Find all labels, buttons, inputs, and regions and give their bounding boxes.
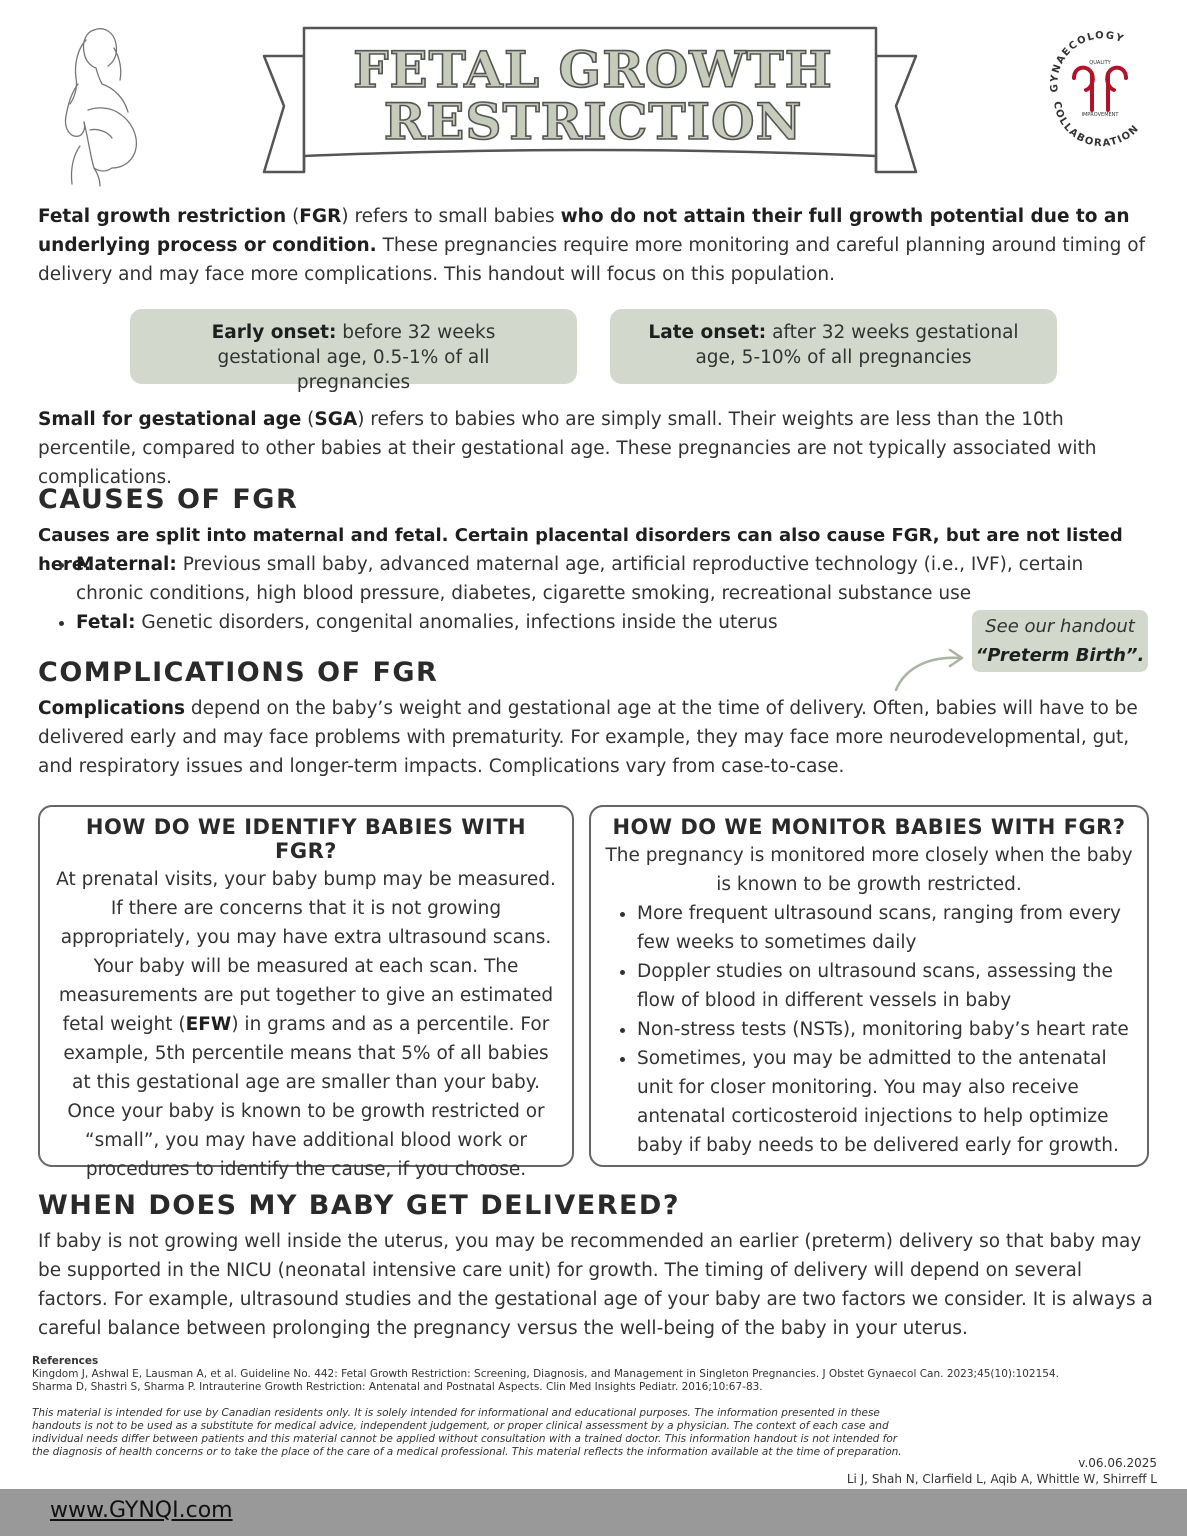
list-item [76, 550, 1126, 608]
sga-text-1: ( [301, 409, 315, 430]
list-item: • Doppler studies on ultrasound scans, assessing the flow of blood in different vessels in baby [637, 957, 1135, 1015]
delivery-paragraph: If baby is not growing well inside the uterus, you may be recommended an earlier (preterm) delivery so that baby may be supported in the NICU (neonatal intensive care unit) for growth. The timing of delivery will depend on several factors. For example, ultrasound studies and the gestational age of your baby are two factors we consider. It is always a careful balance between prolonging the pregnancy versus the well-being of the baby in your uterus. [38, 1231, 1153, 1339]
sga-paragraph [38, 405, 1153, 492]
references-title: References [32, 1355, 99, 1367]
identify-box [38, 805, 574, 1180]
preterm-birth-callout [972, 610, 1148, 672]
early-onset-box [130, 309, 577, 393]
gynqi-logo [1040, 18, 1160, 158]
intro-text-1: ( [286, 206, 300, 227]
identify-title: HOW DO WE IDENTIFY BABIES WITH FGR? [85, 815, 527, 863]
identify-text-1: At prenatal visits, your baby bump may be measured. If there are concerns that it is not growing appropriately, you may have extra ultrasound scans. Your baby will be measured at each scan. The measurements are put together to give an estimated fetal weight ( [56, 869, 556, 1035]
list-item: • Sometimes, you may be admitted to the antenatal unit for closer monitoring. You may also receive antenatal corticosteroid injections to help optimize baby if baby needs to be delivered early for growth. [637, 1044, 1135, 1160]
maternal-text: Previous small baby, advanced maternal age, artificial reproductive technology (i.e., IVF), certain chronic conditions, high blood pressure, diabetes, cigarette smoking, recreational substance use [76, 554, 1084, 604]
late-onset-text: after 32 weeks gestational age, 5-10% of all pregnancies [695, 322, 1019, 368]
references [32, 1355, 1132, 1394]
svg-text:COLLABORATION [1051, 101, 1142, 150]
identify-paragraph [52, 865, 560, 1184]
gynqi-logo-mark [1040, 18, 1160, 158]
early-onset-label: Early onset: [211, 322, 337, 343]
late-onset-label: Late onset: [648, 322, 767, 343]
svg-text:GYNAECOLOGY [1049, 30, 1126, 93]
callout-line-1: See our handout [985, 616, 1135, 637]
curved-arrow-icon [890, 644, 970, 694]
title-line-1: FETAL GROWTH [353, 40, 833, 99]
list-item [76, 608, 1126, 637]
page-title [300, 40, 886, 151]
callout-line-2: “Preterm Birth”. [975, 645, 1145, 666]
sga-bold-1: Small for gestational age [38, 409, 302, 430]
intro-paragraph [38, 202, 1153, 289]
footer-bar [0, 1489, 1187, 1536]
maternal-label: Maternal: [76, 554, 177, 575]
fetal-label: Fetal: [76, 612, 136, 633]
disclaimer: This material is intended for use by Canadian residents only. It is solely intended for informational and educational purposes. The information presented in these handouts is not to be used as a substitute for medical advice, independent judgement, or proper clinical assessment by a physician. The context of each case and individual needs differ between patients and this material cannot be applied without consultation with a trained doctor. This information handout is not intended for the diagnosis of health concerns or to take the place of the care of a medical professional. This material reflects the information available at the time of preparation. [32, 1407, 902, 1458]
intro-text-3: These pregnancies require more monitoring and careful planning around timing of delivery and may face more complications. This handout will focus on this population. [38, 235, 1146, 285]
causes-list [40, 550, 1126, 637]
reference-1: Kingdom J, Ashwal E, Lausman A, et al. Guideline No. 442: Fetal Growth Restriction: Screening, Diagnosis, and Management in Singleton Pregnancies. J Obstet Gynaecol Can. 2023;45(10):102154. [32, 1368, 1059, 1380]
logo-text-improvement: IMPROVEMENT [1081, 112, 1119, 118]
logo-text-quality: QUALITY [1089, 60, 1111, 66]
list-item: • More frequent ultrasound scans, ranging from every few weeks to sometimes daily [637, 899, 1135, 957]
sga-bold-2: SGA [314, 409, 358, 430]
intro-bold-1: Fetal growth restriction [38, 206, 287, 227]
fetal-text: Genetic disorders, congenital anomalies, infections inside the uterus [135, 612, 778, 633]
monitor-list [603, 899, 1135, 1160]
reference-2: Sharma D, Shastri S, Sharma P. Intrauterine Growth Restriction: Antenatal and Postnatal Aspects. Clin Med Insights Pediatr. 2016;10:67-83. [32, 1381, 763, 1393]
version: v.06.06.2025 [1078, 1456, 1157, 1470]
sga-text-2: ) refers to babies who are simply small. Their weights are less than the 10th percentile, compared to other babies at their gestational age. These pregnancies are not typically associated with complications. [38, 409, 1097, 488]
causes-heading: CAUSES OF FGR [38, 484, 299, 515]
intro-text-2: ) refers to small babies [341, 206, 561, 227]
complications-heading: COMPLICATIONS OF FGR [38, 657, 439, 688]
complications-text: depend on the baby’s weight and gestational age at the time of delivery. Often, babies will have to be delivered early and may face problems with prematurity. For example, they may face more neurodevelopmental, gut, and respiratory issues and longer-term impacts. Complications vary from case-to-case. [38, 698, 1138, 777]
logo-text-top: GYNAECOLOGY [1049, 30, 1126, 93]
monitor-intro: The pregnancy is monitored more closely when the baby is known to be growth restricted. [605, 845, 1133, 895]
intro-bold-2: FGR [299, 206, 342, 227]
logo-text-bottom: COLLABORATION [1050, 100, 1142, 150]
intro-bold-3: who do not attain their full growth potential due to an underlying process or condition. [38, 206, 1130, 256]
late-onset-box [610, 309, 1057, 384]
causes-intro: Causes are split into maternal and fetal. Certain placental disorders can also cause FGR, but are not listed here. [38, 525, 1123, 575]
early-onset-text: before 32 weeks gestational age, 0.5-1% of all pregnancies [217, 322, 496, 393]
monitor-box [589, 805, 1149, 1167]
pregnant-woman-illustration [28, 18, 158, 188]
complications-paragraph [38, 694, 1153, 781]
version-authors [847, 1455, 1157, 1487]
title-line-2: RESTRICTION [383, 92, 803, 151]
list-item: • Non-stress tests (NSTs), monitoring baby’s heart rate [637, 1015, 1135, 1044]
delivery-heading: WHEN DOES MY BABY GET DELIVERED? [38, 1190, 680, 1221]
authors: Li J, Shah N, Clarfield L, Aqib A, Whittle W, Shirreff L [846, 1472, 1157, 1486]
monitor-title: HOW DO WE MONITOR BABIES WITH FGR? [612, 815, 1126, 839]
identify-text-2: ) in grams and as a percentile. For example, 5th percentile means that 5% of all babies at this gestational age are smaller than your baby. Once your baby is known to be growth restricted or “small”, you may have additional blood work or procedures to identify the cause, if you choose. [63, 1014, 550, 1180]
complications-bold: Complications [38, 698, 186, 719]
website-link[interactable]: www.GYNQI.com [50, 1498, 233, 1523]
identify-bold: EFW [185, 1014, 232, 1035]
